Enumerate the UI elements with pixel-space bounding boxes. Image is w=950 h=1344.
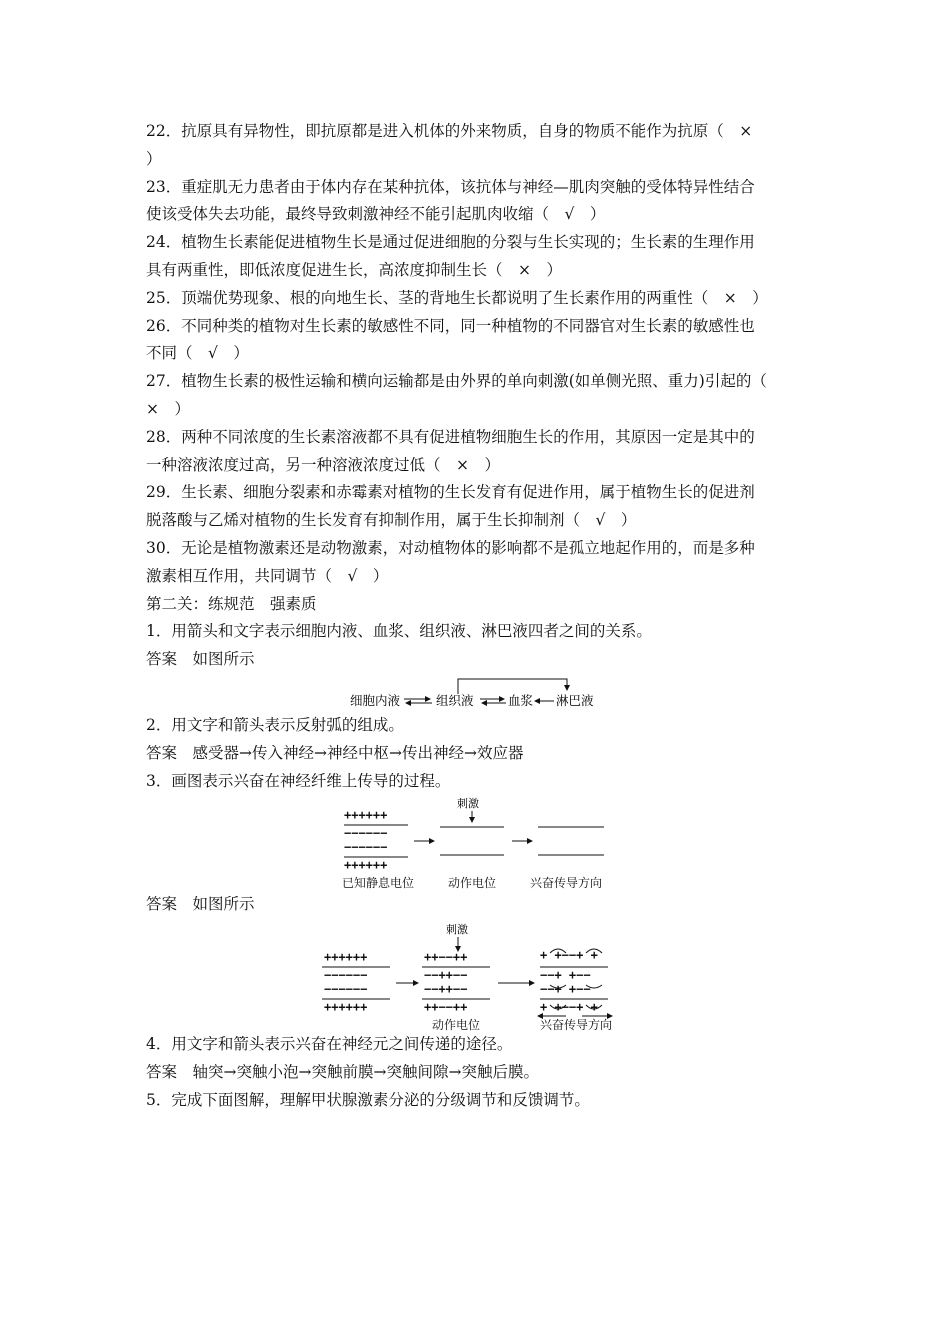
caption-direction: 兴奋传导方向 [530,876,603,891]
question-line: 28．两种不同浓度的生长素溶液都不具有促进植物细胞生长的作用，其原因一定是其中的 [146,427,755,446]
caption-resting: 已知静息电位 [342,876,415,891]
question-2: 2．用文字和箭头表示反射弧的组成。 [146,715,404,734]
label-tissue-fluid: 组织液 [436,692,474,708]
nerve-conduction-question-diagram [146,795,810,891]
answer-3: 答案 如图所示 [146,895,255,914]
conduct-row-inner-bottom: −−+ +−− [540,982,591,997]
question-line: 26．不同种类的植物对生长素的敏感性不同，同一种植物的不同器官对生长素的敏感性也 [146,316,755,335]
answer-1: 答案 如图所示 [146,650,255,669]
action-row-inner-bottom: −−++−− [424,982,468,997]
document-body [146,118,810,1115]
question-22 [146,118,810,174]
minus-row-bottom: −−−−−− [324,982,368,997]
question-30 [146,535,810,591]
question-line: 24．植物生长素能促进植物生长是通过促进细胞的分裂与生长实现的；生长素的生理作用 [146,233,755,252]
question-29 [146,479,810,535]
conduct-row-inner-top: −−+ +−− [540,968,591,983]
caption-action: 动作电位 [448,876,497,891]
question-line: 激素相互作用，共同调节（ √ ） [146,566,389,585]
stimulus-label: 刺激 [457,797,479,811]
plus-row-bottom: ++++++ [344,858,388,873]
question-line: 22．抗原具有异物性，即抗原都是进入机体的外来物质，自身的物质不能作为抗原（ × [146,122,753,140]
fluid-diagram-svg [146,674,810,712]
action-row-inner-top: −−++−− [424,968,468,983]
question-5: 5．完成下面图解，理解甲状腺激素分泌的分级调节和反馈调节。 [146,1090,590,1109]
answer-4: 答案 轴突→突触小泡→突触前膜→突触间隙→突触后膜。 [146,1062,539,1081]
label-lymph: 淋巴液 [556,692,594,708]
section-title: 第二关：练规范 强素质 [146,594,317,613]
question-line: ） [146,149,162,168]
plus-row-top: ++++++ [324,950,368,965]
question-23 [146,174,810,230]
conduct-row-bottom: + +−−+ + [540,1000,598,1015]
bracket-arrow [458,679,567,694]
question-26 [146,313,810,369]
plus-row-top: ++++++ [344,808,388,823]
question-line: 脱落酸与乙烯对植物的生长发育有抑制作用，属于生长抑制剂（ √ ） [146,511,637,530]
question-line: 23．重症肌无力患者由于体内存在某种抗体，该抗体与神经—肌肉突触的受体特异性结合 [146,177,755,196]
question-line: 29．生长素、细胞分裂素和赤霉素对植物的生长发育有促进作用，属于植物生长的促进剂 [146,483,755,502]
label-plasma: 血浆 [508,692,534,708]
caption-direction: 兴奋传导方向 [540,1018,613,1032]
question-line: 一种溶液浓度过高，另一种溶液浓度过低（ × ） [146,455,500,474]
question-25 [146,285,810,313]
action-row-bottom: ++−−++ [424,1000,468,1015]
answer-2: 答案 感受器→传入神经→神经中枢→传出神经→效应器 [146,743,524,762]
question-4: 4．用文字和箭头表示兴奋在神经元之间传递的途径。 [146,1035,513,1054]
label-intracellular: 细胞内液 [350,692,401,708]
minus-row-top: −−−−−− [344,826,388,841]
question-line: 25．顶端优势现象、根的向地生长、茎的背地生长都说明了生长素作用的两重性（ × ） [146,288,768,307]
action-row-top: ++−−++ [424,950,468,965]
question-line: 使该受体失去功能，最终导致刺激神经不能引起肌肉收缩（ √ ） [146,205,606,224]
question-27 [146,368,810,424]
nerve-answer-svg [146,919,810,1031]
question-1: 1．用箭头和文字表示细胞内液、血浆、组织液、淋巴液四者之间的关系。 [146,622,652,641]
minus-row-top: −−−−−− [324,968,368,983]
question-3: 3．画图表示兴奋在神经纤维上传导的过程。 [146,771,451,790]
question-line: 27．植物生长素的极性运输和横向运输都是由外界的单向刺激(如单侧光照、重力)引起的（ [146,372,767,391]
question-line: × ） [146,399,190,418]
question-28 [146,424,810,480]
nerve-question-svg [146,795,810,891]
plus-row-bottom: ++++++ [324,1000,368,1015]
question-24 [146,229,810,285]
question-line: 30．无论是植物激素还是动物激素，对动植物体的影响都不是孤立地起作用的，而是多种 [146,538,755,557]
fluid-relationship-diagram [146,674,810,712]
nerve-conduction-answer-diagram [146,919,810,1031]
question-line: 具有两重性，即低浓度促进生长，高浓度抑制生长（ × ） [146,260,562,279]
caption-action: 动作电位 [432,1018,481,1032]
conduct-row-top: + +−−+ + [540,948,598,963]
stimulus-label: 刺激 [446,923,468,937]
question-line: 不同（ √ ） [146,344,249,363]
minus-row-bottom: −−−−−− [344,840,388,855]
